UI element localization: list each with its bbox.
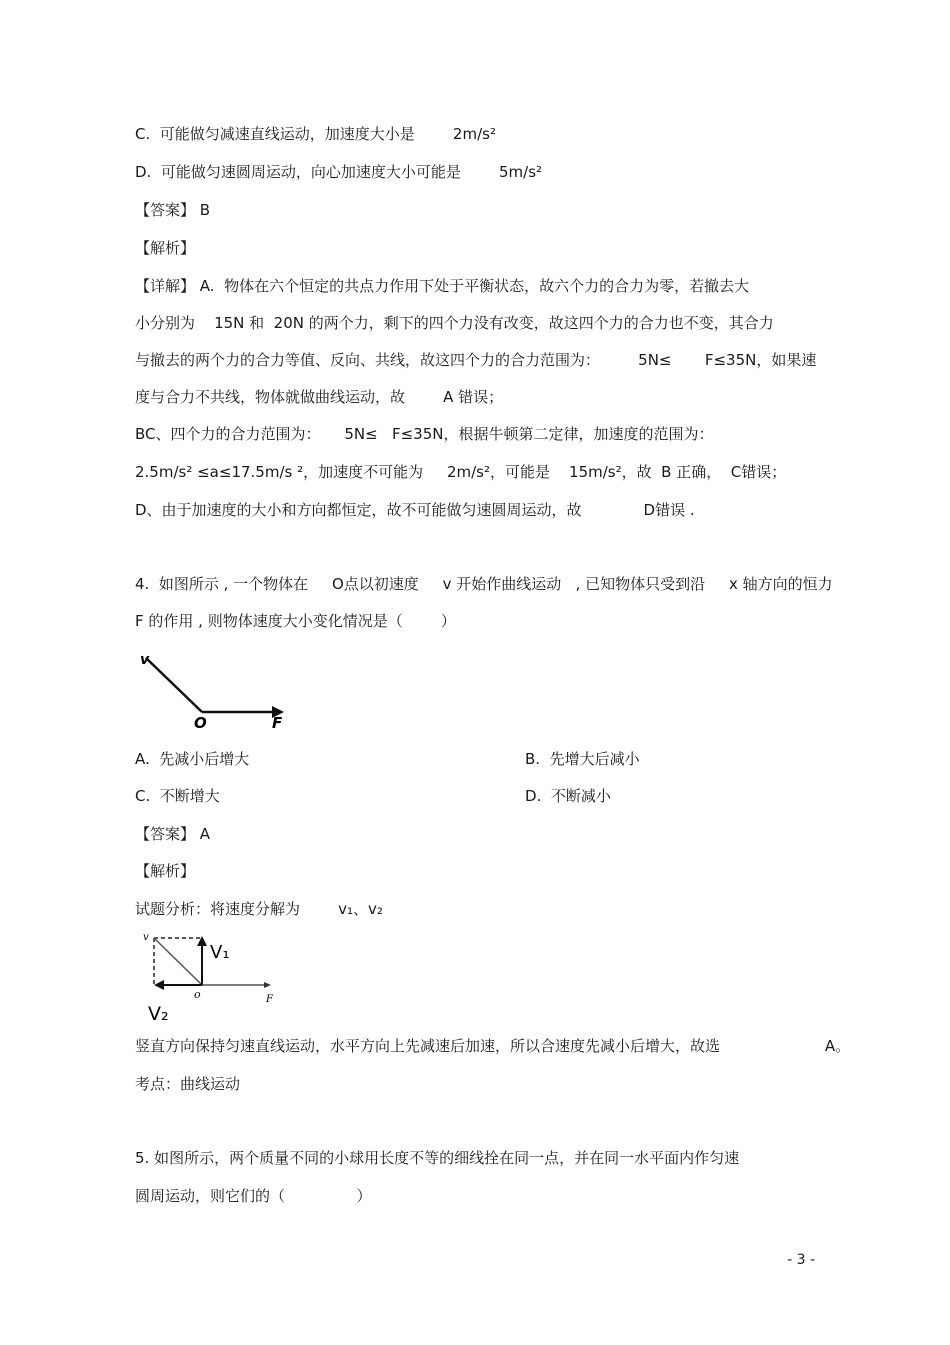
q4-option-a: A. 先减小后增大 xyxy=(135,750,250,768)
label-f: F xyxy=(266,994,273,1005)
velocity-line xyxy=(146,658,202,712)
q4-analysis-heading: 【解析】 xyxy=(135,862,196,880)
q3-detail-line: BC、四个力的合力范围为： 5N≤ F≤35N，根据牛顿第二定律，加速度的范围为： xyxy=(135,425,714,443)
label-f: F xyxy=(272,714,283,732)
q3-detail-line: D、由于加速度的大小和方向都恒定，故不可能做匀速圆周运动，故 D错误 . xyxy=(135,501,695,519)
label-v1: V₁ xyxy=(210,942,230,963)
label-o: o xyxy=(194,988,201,1001)
label-v: v xyxy=(143,932,149,943)
q4-kaodian: 考点：曲线运动 xyxy=(135,1075,241,1093)
q5-stem-line: 圆周运动，则它们的（ ） xyxy=(135,1187,372,1205)
arrow-left-icon xyxy=(154,980,164,990)
q3-detail-line: 小分别为 15N 和 20N 的两个力，剩下的四个力没有改变，故这四个力的合力也不变，其合力 xyxy=(135,314,774,332)
q3-detail-line: 度与合力不共线，物体就做曲线运动，故 A 错误； xyxy=(135,388,504,406)
q5-stem-line: 5. 如图所示，两个质量不同的小球用长度不等的细线拴在同一点，并在同一水平面内作匀速 xyxy=(135,1149,740,1167)
q3-answer: 【答案】 B xyxy=(135,201,211,219)
q4-figure xyxy=(140,648,300,733)
q4-analysis-intro: 试题分析：将速度分解为 v₁、v₂ xyxy=(135,900,383,918)
q4-stem-line: 4. 如图所示 , 一个物体在 O点以初速度 v 开始作曲线运动 , 已知物体只受到沿 x 轴方向的恒力 xyxy=(135,575,833,593)
q4-explanation: 竖直方向保持匀速直线运动，水平方向上先减速后加速，所以合速度先减小后增大，故选 A。 xyxy=(135,1037,851,1055)
q3-option-d: D. 可能做匀速圆周运动，向心加速度大小可能是 5m/s² xyxy=(135,163,543,181)
arrow-right-icon xyxy=(264,982,271,988)
q3-detail-line: 【详解】 A. 物体在六个恒定的共点力作用下处于平衡状态，故六个力的合力为零，若撤去大 xyxy=(135,277,750,295)
q4-stem-line: F 的作用 , 则物体速度大小变化情况是（ ） xyxy=(135,612,456,630)
page-number: - 3 - xyxy=(787,1252,815,1268)
label-v2: V₂ xyxy=(148,1003,169,1025)
q3-analysis-heading: 【解析】 xyxy=(135,239,196,257)
label-v: v xyxy=(140,652,150,668)
q3-option-c: C. 可能做匀减速直线运动，加速度大小是 2m/s² xyxy=(135,125,496,143)
q4-option-c: C. 不断增大 xyxy=(135,787,220,805)
q4-option-d: D. 不断减小 xyxy=(525,787,611,805)
label-o: O xyxy=(194,714,207,732)
q4-answer: 【答案】 A xyxy=(135,825,211,843)
q3-detail-line: 2.5m/s² ≤a≤17.5m/s ²，加速度不可能为 2m/s²，可能是 15m/s²，故 B 正确， C错误； xyxy=(135,463,787,481)
q3-detail-line: 与撤去的两个力的合力等值、反向、共线，故这四个力的合力范围为： 5N≤ F≤35N，如果速 xyxy=(135,351,817,369)
q4-option-b: B. 先增大后减小 xyxy=(525,750,640,768)
resultant-velocity xyxy=(154,938,202,985)
velocity-decomposition-figure xyxy=(140,928,285,1028)
